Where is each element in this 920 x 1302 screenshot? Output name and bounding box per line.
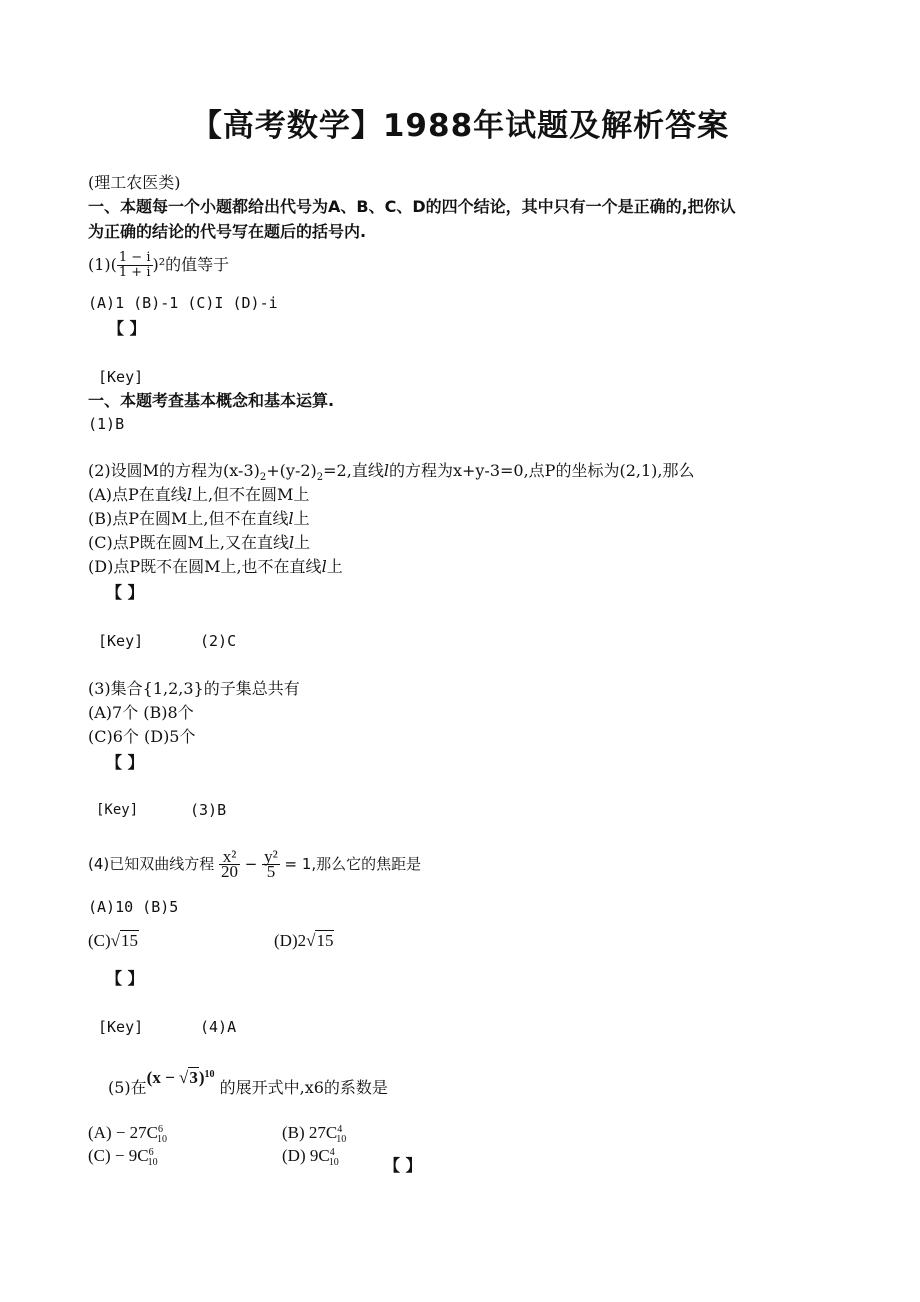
question-5-option-b: (B) $27C^4_{10}$ (282, 1123, 347, 1145)
question-3-options-row2: (C)6个 (D)5个 (88, 727, 196, 746)
question-1-stem: (1)( $\frac{1 - i}{1 + i}$ )²的值等于 (88, 250, 230, 280)
question-4-stem: (4)已知双曲线方程 $\frac{\text{x²}}{20}$ − $\frac{\text{y²}}{5}$ = 1,那么它的焦距是 (88, 847, 422, 881)
question-2-option-b: (B)点P在圆M上,但不在直线l上 (88, 509, 310, 528)
answer-bracket: 【 】 (106, 753, 144, 772)
section-instructions-line1: 一、本题每一个小题都给出代号为A、B、C、D的四个结论，其中只有一个是正确的,把你认 (88, 197, 736, 216)
question-5-option-a: $(A) - 27C^6_{10}$ (88, 1123, 168, 1145)
question-3-stem: (3)集合{1,2,3}的子集总共有 (88, 679, 300, 698)
answer-2: (2)C (200, 632, 237, 650)
question-2-option-d: (D)点P既不在圆M上,也不在直线l上 (88, 557, 343, 576)
key-label: [Key] (98, 632, 144, 650)
answer-4: (4)A (200, 1018, 237, 1036)
category-label: (理工农医类) (88, 173, 181, 192)
key-section-note: 一、本题考查基本概念和基本运算. (88, 391, 335, 410)
fraction: $\frac{\text{y²}}{5}$ (264, 847, 278, 881)
answer-1: (1)B (88, 415, 125, 433)
question-1-options: (A)1 (B)-1 (C)I (D)-i (88, 294, 278, 312)
question-2-stem: (2)设圆M的方程为$(x-3)_2+(y-2)_2=2$,直线l的方程为x+y-3=0,点P的坐标为(2,1),那么 (88, 461, 695, 483)
binomial-expression: $(x - √3)^{10}$ (146, 1068, 215, 1087)
question-5-option-c: $(C) - 9C^6_{10}$ (88, 1146, 158, 1168)
question-2-option-c: (C)点P既在圆M上,又在直线l上 (88, 533, 311, 552)
fraction: $\frac{1 - i}{1 + i}$ (118, 250, 151, 280)
question-4-option-d: (D)2√15 (274, 931, 334, 950)
question-3-options-row1: (A)7个 (B)8个 (88, 703, 194, 722)
answer-3: (3)B (190, 801, 227, 819)
answer-bracket: 【 】 (106, 583, 144, 602)
answer-bracket: 【 】 (106, 969, 144, 988)
answer-bracket: 【 】 (384, 1156, 422, 1175)
question-5-stem: (5)在$(x - √3)^{10}$ 的展开式中,x6的系数是 (108, 1068, 388, 1097)
answer-bracket: 【 】 (108, 319, 146, 338)
question-5-option-d: (D) $9C^4_{10}$ (282, 1146, 339, 1168)
section-instructions-line2: 为正确的结论的代号写在题后的括号内. (88, 222, 367, 241)
key-label: [Key] (98, 1018, 144, 1036)
fraction: $\frac{\text{x²}}{20}$ (221, 847, 239, 881)
key-label: [Key] (98, 368, 144, 386)
question-4-option-c: (C)√15 (88, 931, 139, 950)
question-2-option-a: (A)点P在直线l上,但不在圆M上 (88, 485, 310, 504)
key-label: [Key] (96, 802, 139, 818)
page-title: 【高考数学】1988年试题及解析答案 (190, 108, 730, 144)
question-4-options-row1: (A)10 (B)5 (88, 898, 179, 916)
